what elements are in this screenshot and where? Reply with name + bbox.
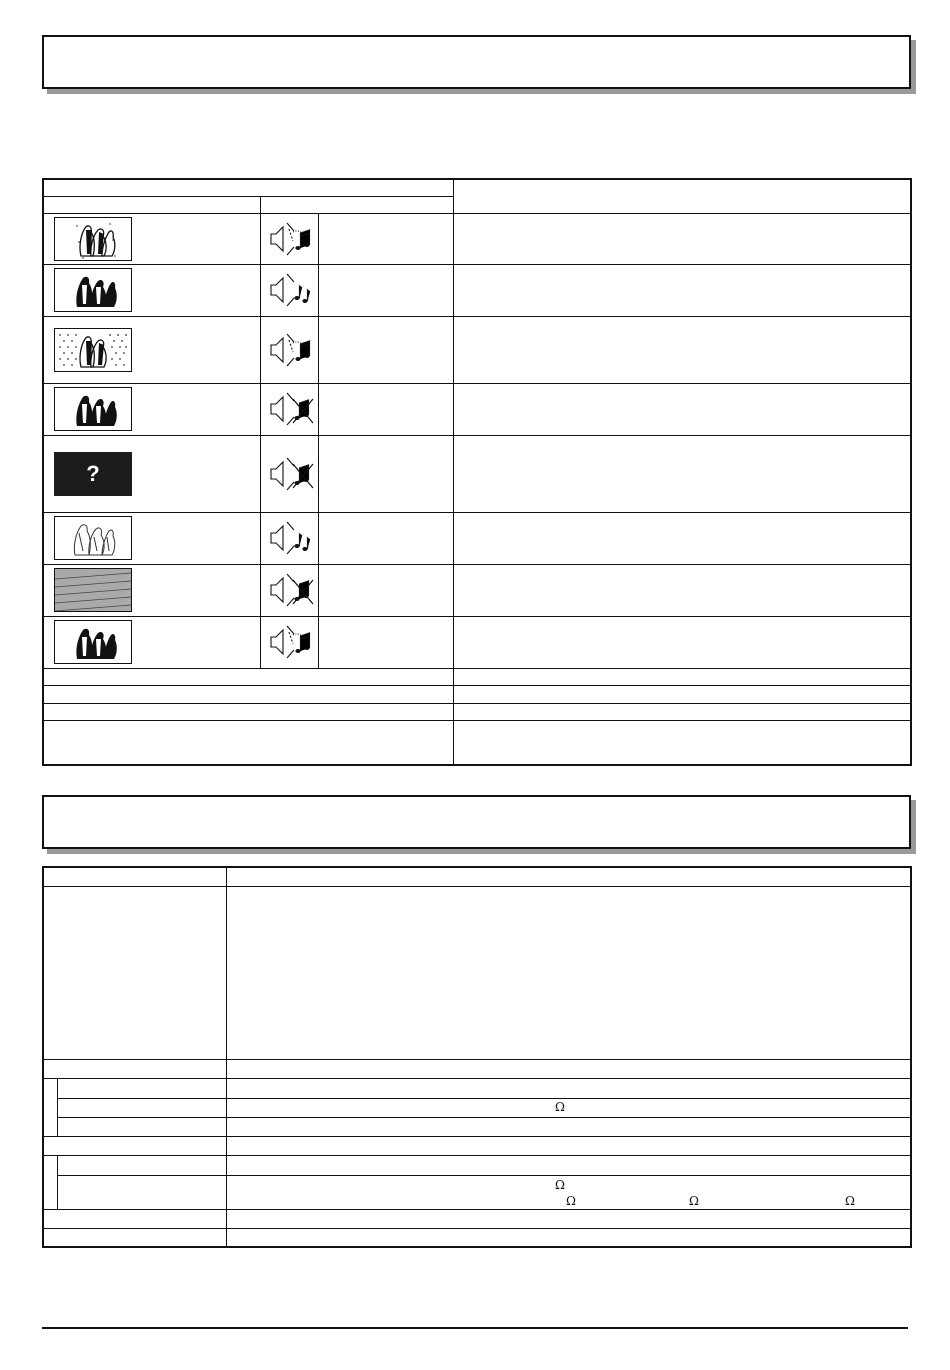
header-symptoms (43, 179, 453, 196)
table-row (43, 685, 911, 703)
noise-music-icon (267, 219, 317, 259)
table-row (43, 1098, 911, 1117)
section-title-box-2 (42, 795, 911, 849)
penguins-snow-image (54, 217, 132, 261)
muted-music-icon (267, 570, 317, 610)
header-sound (260, 196, 453, 213)
omega-symbol: Ω (845, 1194, 855, 1208)
table-row (43, 435, 911, 512)
table-row (43, 1078, 911, 1098)
table-row (43, 512, 911, 564)
penguins-noise-dots-image (54, 328, 132, 372)
footer-rule (42, 1327, 908, 1329)
table-row (43, 616, 911, 668)
table-row (43, 703, 911, 720)
table-row (43, 564, 911, 616)
table-row (43, 213, 911, 264)
specifications-table (42, 866, 912, 1248)
omega-symbol: Ω (689, 1194, 699, 1208)
table-row (43, 1155, 911, 1175)
muted-music-icon (267, 454, 317, 494)
table-row (43, 316, 911, 383)
penguins-faded-image (54, 516, 132, 560)
troubleshooting-table (42, 178, 912, 766)
music-icon (267, 270, 317, 310)
question-mark-screen: ? (54, 452, 132, 496)
muted-music-icon (267, 389, 317, 429)
table-row (43, 383, 911, 435)
table-row (43, 1059, 911, 1078)
penguins-normal-image (54, 387, 132, 431)
section-title-box-1 (42, 35, 911, 89)
music-icon (267, 518, 317, 558)
gray-lines-image (54, 568, 132, 612)
table-row (43, 720, 911, 765)
omega-symbol: Ω (566, 1194, 576, 1208)
omega-symbol: Ω (555, 1178, 565, 1192)
table-row (43, 1175, 911, 1209)
table-row (43, 1228, 911, 1247)
header-remedy (453, 179, 911, 213)
table-row (43, 1136, 911, 1155)
omega-symbol: Ω (555, 1100, 565, 1114)
table-row (43, 1209, 911, 1228)
table-row (43, 867, 911, 886)
header-screen (43, 196, 260, 213)
noise-music-icon (267, 330, 317, 370)
table-row (43, 264, 911, 316)
penguins-normal-image (54, 268, 132, 312)
table-row (43, 668, 911, 685)
penguins-normal-image (54, 620, 132, 664)
noise-music-icon (267, 622, 317, 662)
table-row (43, 1117, 911, 1136)
table-row (43, 886, 911, 1059)
